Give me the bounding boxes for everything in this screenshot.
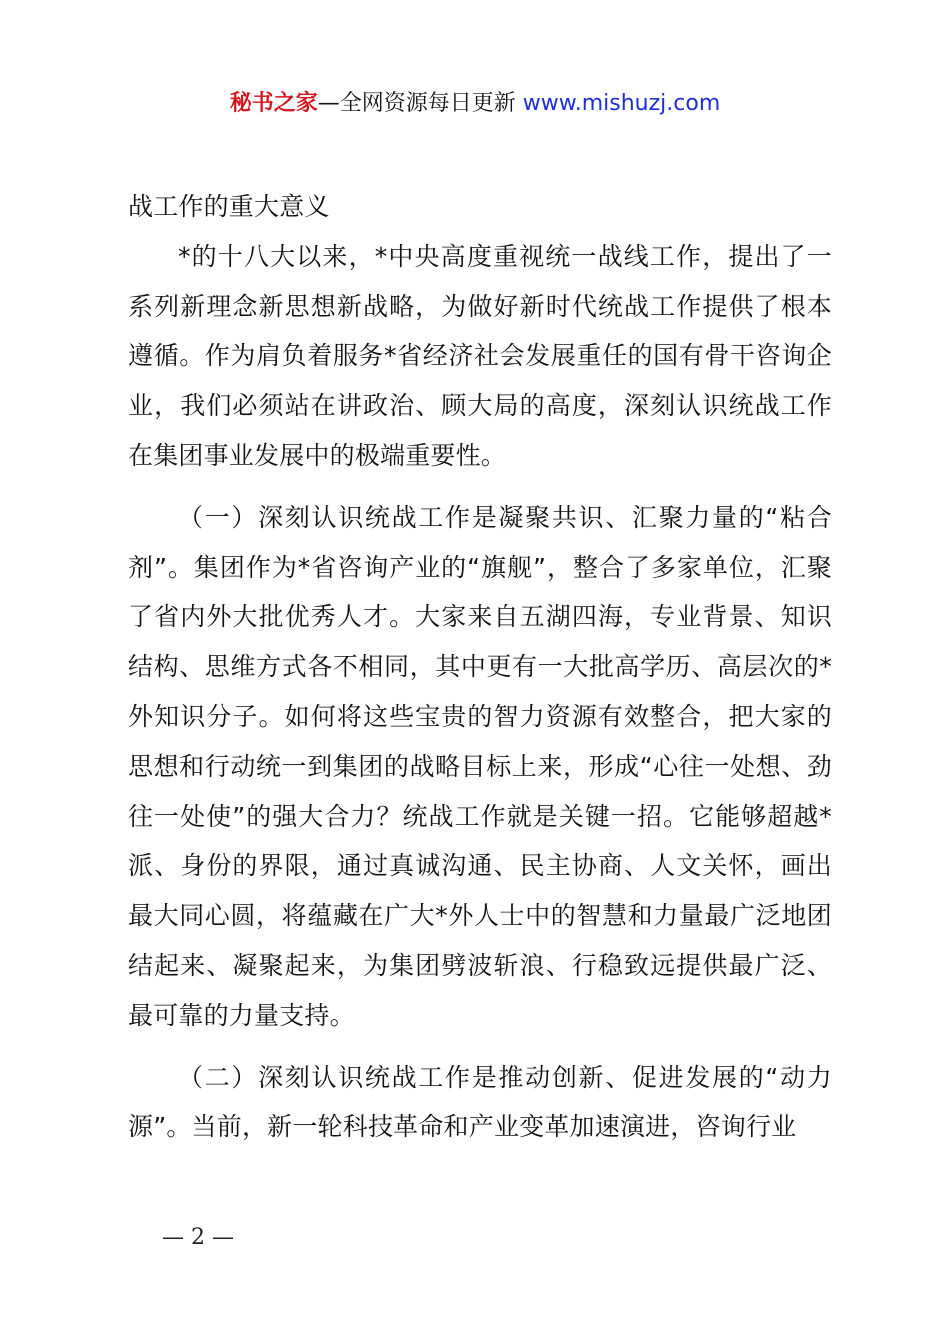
site-banner [0,88,950,120]
body-paragraph: （一）深刻认识统战工作是凝聚共识、汇聚力量的“粘合剂”。集团作为*省咨询产业的“旗舰”，整合了多家单位，汇聚了省内外大批优秀人才。大家来自五湖四海，专业背景、知识结构、思维方式各不相同，其中更有一大批高学历、高层次的*外知识分子。如何将这些宝贵的智力资源有效整合，把大家的思想和行动统一到集团的战略目标上来，形成“心往一处想、劲往一处使”的强大合力？统战工作就是关键一招。它能够超越*派、身份的界限，通过真诚沟通、民主协商、人文关怀，画出最大同心圆，将蕴藏在广大*外人士中的智慧和力量最广泛地团结起来、凝聚起来，为集团劈波斩浪、行稳致远提供最广泛、最可靠的力量支持。 [128,502,832,1030]
body-paragraph: （二）深刻认识统战工作是推动创新、促进发展的“动力源”。当前，新一轮科技革命和产业变革加速演进，咨询行业 [128,1062,832,1142]
brand-name: 秘书之家 [229,91,318,116]
body-paragraph: *的十八大以来，*中央高度重视统一战线工作，提出了一系列新理念新思想新战略，为做好新时代统战工作提供了根本遵循。作为肩负着服务*省经济社会发展重任的国有骨干咨询企业，我们必须站在讲政治、顾大局的高度，深刻认识统战工作在集团事业发展中的极端重要性。 [128,241,832,470]
page-number: — 2 — [162,1225,234,1250]
document-body [128,182,832,1152]
banner-tagline: —全网资源每日更新 [317,91,523,116]
section-heading-continued: 战工作的重大意义 [128,192,330,221]
site-url-link[interactable]: www.mishuzj.com [522,91,721,116]
